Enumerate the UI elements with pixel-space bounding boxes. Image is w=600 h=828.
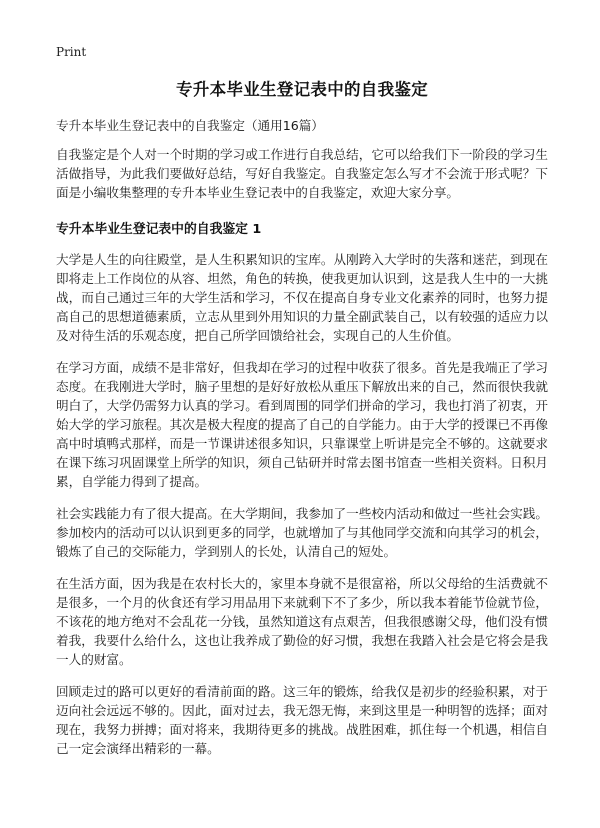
print-link[interactable]: Print (56, 45, 87, 59)
page-title: 专升本毕业生登记表中的自我鉴定 (176, 80, 428, 99)
document-page (56, 44, 548, 771)
body-paragraph: 社会实践能力有了很大提高。在大学期间，我参加了一些校内活动和做过一些社会实践。参加校内的活动可以认识到更多的同学，也就增加了与其他同学交流和向其学习的机会，锻炼了自己的交际能力，学到别人的长处，认清自己的短处。 (56, 506, 548, 559)
document-subtitle: 专升本毕业生登记表中的自我鉴定（通用16篇） (56, 118, 324, 133)
intro-paragraph: 自我鉴定是个人对一个时期的学习或工作进行自我总结，它可以给我们下一阶段的学习生活做指导，为此我们要做好总结，写好自我鉴定。自我鉴定怎么写才不会流于形式呢？下面是小编收集整理的专升本毕业生登记表中的自我鉴定，欢迎大家分享。 (56, 147, 548, 200)
body-paragraph: 在生活方面，因为我是在农村长大的，家里本身就不是很富裕，所以父母给的生活费就不是很多，一个月的伙食还有学习用品用下来就剩下不了多少，所以我本着能节俭就节俭，不该花的地方绝对不会乱花一分钱，虽然知道这有点艰苦，但我很感谢父母，他们没有惯着我，我要什么给什么，这也让我养成了勤俭的好习惯，我想在我踏入社会是它将会是我一人的财富。 (56, 576, 548, 667)
section-heading: 专升本毕业生登记表中的自我鉴定 1 (56, 222, 262, 237)
body-paragraph: 大学是人生的向往殿堂，是人生积累知识的宝库。从刚跨入大学时的失落和迷茫，到现在即将走上工作岗位的从容、坦然，角色的转换，使我更加认识到，这是我人生中的一大挑战，而自己通过三年的大学生活和学习，不仅在提高自身专业文化素养的同时，也努力提高自己的思想道德素质，立志从里到外用知识的力量全副武装自己，以有较强的适应力以及对待生活的乐观态度，把自己所学回馈给社会，实现自己的人生价值。 (56, 252, 548, 343)
body-paragraph: 回顾走过的路可以更好的看清前面的路。这三年的锻炼，给我仅是初步的经验积累，对于迈向社会远远不够的。因此，面对过去，我无怨无悔，来到这里是一种明智的选择；面对现在，我努力拼搏；面对将来，我期待更多的挑战。战胜困难，抓住每一个机遇，相信自己一定会演绎出精彩的一幕。 (56, 684, 548, 756)
body-paragraph: 在学习方面，成绩不是非常好，但我却在学习的过程中收获了很多。首先是我端正了学习态度。在我刚进大学时，脑子里想的是好好放松从重压下解放出来的自己，然而很快我就明白了，大学仍需努力认真的学习。看到周围的同学们拼命的学习，我也打消了初衷，开始大学的学习旅程。其次是极大程度的提高了自己的自学能力。由于大学的授课已不再像高中时填鸭式那样，而是一节课讲述很多知识，只靠课堂上听讲是完全不够的。这就要求在课下练习巩固课堂上所学的知识，须自己钻研并时常去图书馆查一些相关资料。日积月累，自学能力得到了提高。 (56, 360, 548, 489)
